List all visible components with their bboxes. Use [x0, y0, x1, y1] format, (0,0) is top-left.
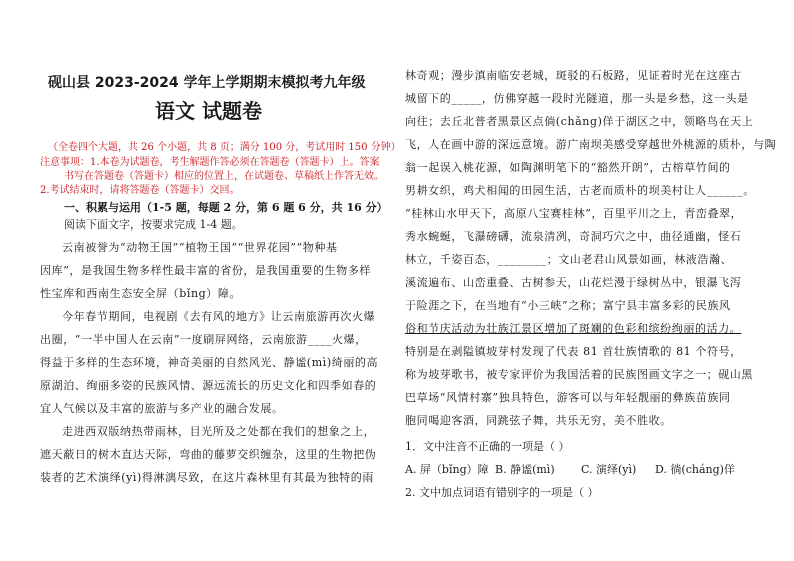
passage-right-line: 向往；去丘北普者黑景区点倘(chǎng)佯于湖区之中，领略鸟在天上 — [405, 115, 754, 128]
passage-left-line: 原湖泊、绚丽多姿的民族风情、源远流长的历史文化和四季如春的 — [40, 379, 377, 392]
attention-note-1: 注意事项：1.本卷为试题卷，考生解题作答必须在答题卷（答题卡）上。答案 — [40, 157, 380, 168]
exam-title: 砚山县 2023-2024 学年上学期期末模拟考九年级 — [48, 75, 366, 91]
passage-left-line: 出圈，“一半中国人在云南”一度刷屏网络，云南旅游____火爆， — [40, 333, 367, 346]
passage-right-line: 林奇观；漫步滇南临安老城，斑驳的石板路，见证着时光在这座古 — [405, 69, 742, 82]
question-1: 1．文中注音不正确的一项是（ ） — [405, 440, 570, 453]
passage-left-line: 得益于多样的生态环境，神奇美丽的自然风光、静谧(mì)绮丽的高 — [40, 356, 379, 369]
passage-right-line: “桂林山水甲天下，高原八宝赛桂林”，百里平川之上，青峦叠翠， — [405, 207, 743, 220]
passage-right-line: 巴草场“风情村寨”独具特色，游客可以与年轻靓丽的彝族苗族同 — [405, 391, 731, 404]
passage-left-line: 装者的艺术演绎(yì)得淋漓尽致，在这片森林里有其最为独特的雨 — [40, 471, 374, 484]
passage-right-line: 飞，人在画中游的深远意境。游广南坝美感受穿越世外桃源的质朴，与陶 — [405, 138, 777, 151]
passage-left-line: 遮天蔽日的树木直达天际，弯曲的藤萝交织缠杂，这里的生物把伪 — [40, 448, 377, 461]
exam-info-note: （全卷四个大题，共 26 个小题，共 8 页；满分 100 分，考试用时 150 分钟） — [48, 142, 401, 153]
question-1-option-b: B. 静谧(mì) — [495, 463, 555, 476]
section-instruction: 阅读下面文字，按要求完成 1-4 题。 — [64, 218, 243, 231]
passage-right-line: 男耕女织，鸡犬相闻的田园生活，古老而质朴的坝美村让人______。 — [405, 184, 755, 197]
passage-right-line: 秀水蜿蜒，飞瀑磅礴，流泉清冽，奇洞巧穴之中，曲径通幽，怪石 — [405, 230, 742, 243]
question-2: 2. 文中加点词语有错别字的一项是（ ） — [405, 486, 599, 499]
passage-right-line: 溪流遍布、山峦重叠、古树参天，山花烂漫于绿树丛中，银瀑飞泻 — [405, 276, 742, 289]
passage-right-line: 翁一起误入桃花源，如陶渊明笔下的“豁然开朗”，古榕草竹间的 — [405, 161, 731, 174]
passage-right-line: 称为坡芽歌书，被专家评价为我国活着的民族图画文字之一；砚山黑 — [405, 368, 753, 381]
passage-right-line-underlined: 俗和节庆活动为壮族江景区增加了斑斓的色彩和缤纷绚丽的活力。 — [405, 322, 742, 335]
exam-subtitle: 语文 试题卷 — [155, 99, 262, 123]
passage-left-line: 性宝库和西南生态安全屏（bǐng）障。 — [40, 287, 242, 300]
question-1-option-d: D. 徜(cháng)佯 — [655, 463, 735, 476]
question-1-option-a: A. 屏（bǐng）障 — [405, 463, 489, 476]
passage-right-line: 特别是在剥隘镇坡芽村发现了代表 81 首壮族情歌的 81 个符号， — [405, 345, 742, 358]
passage-left-line: 云南被誉为“动物王国”“植物王国”“世界花园”“物种基 — [62, 241, 338, 254]
passage-right-line: 胞同喝迎客酒，同跳弦子舞，共乐无穷，美不胜收。 — [405, 414, 672, 427]
section-heading: 一、积累与运用（1-5 题，每题 2 分，第 6 题 6 分，共 16 分） — [64, 201, 388, 214]
attention-note-2: 书写在答题卷（答题卡）相应的位置上，在试题卷、草稿纸上作答无效。 — [64, 171, 384, 182]
passage-left-line: 今年春节期间，电视剧《去有风的地方》让云南旅游再次火爆 — [62, 310, 376, 323]
passage-left-line: 走进西双版纳热带雨林，目光所及之处都在我们的想象之上， — [62, 425, 376, 438]
passage-right-line: 城留下的_____，仿佛穿越一段时光隧道，那一头是乡愁，这一头是 — [405, 92, 749, 105]
passage-right-line: 林立，千姿百态，________；文山老君山风景如画，林液浩瀚、 — [405, 253, 733, 266]
passage-left-line: 宜人气候以及丰富的旅游与多产业的融合发展。 — [40, 402, 284, 415]
question-1-option-c: C. 演绎(yì) — [581, 463, 637, 476]
passage-left-line: 因库”，是我国生物多样性最丰富的省份，是我国重要的生物多样 — [40, 264, 372, 277]
attention-note-3: 2.考试结束时，请将答题卷（答题卡）交回。 — [40, 185, 240, 196]
passage-right-line: 于险涯之下，在当地有“小三峡”之称；富宁县丰富多彩的民族风 — [405, 299, 731, 312]
